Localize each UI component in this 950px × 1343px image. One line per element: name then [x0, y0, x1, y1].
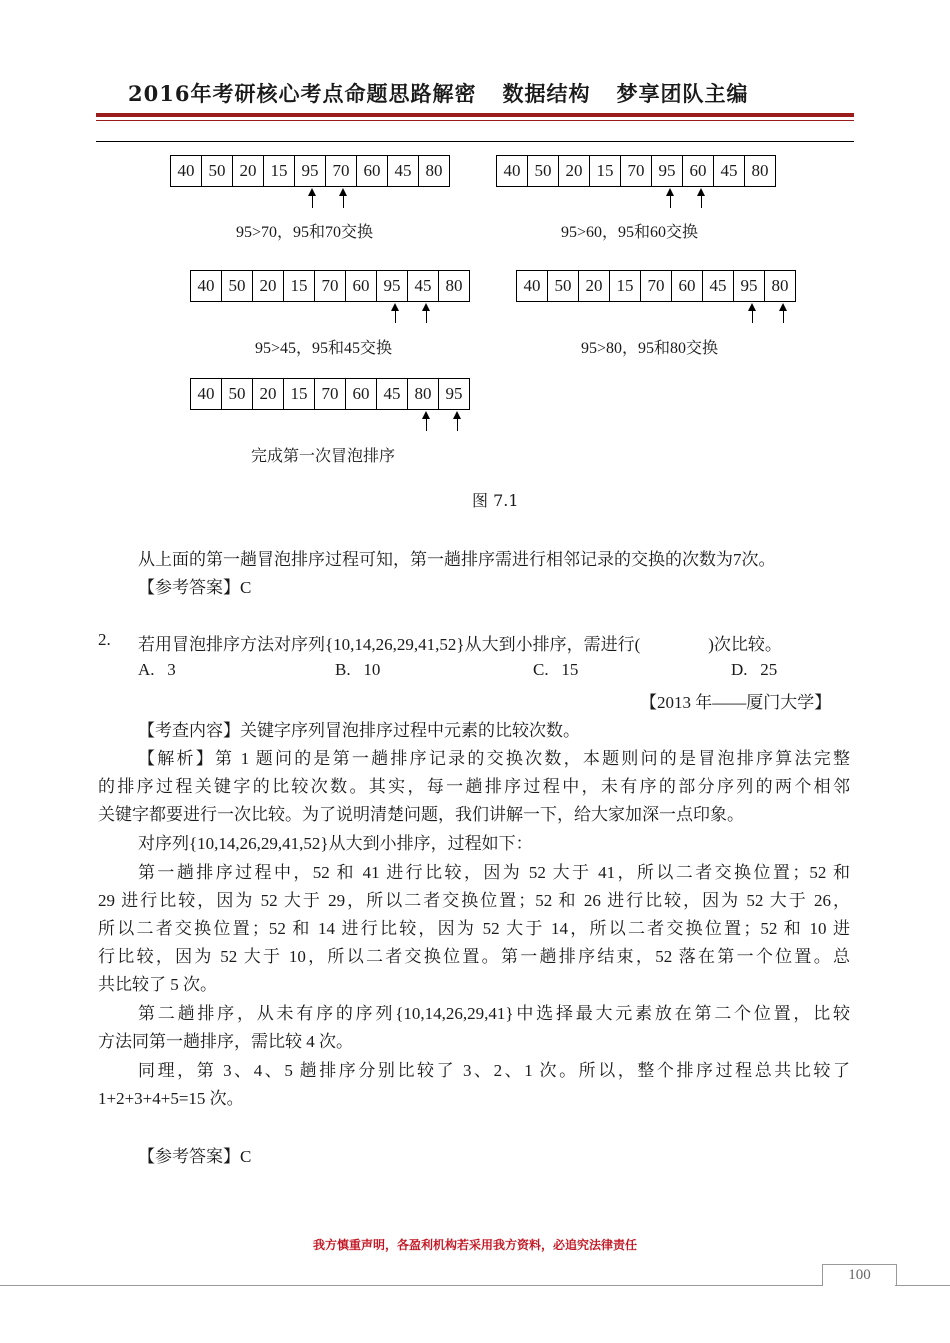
footer-rule [895, 1285, 950, 1286]
option-b [335, 660, 380, 680]
array-cell: 15 [590, 156, 621, 186]
q2-source: 【2013 年——厦门大学】 [640, 693, 832, 712]
array-cell: 15 [610, 271, 641, 301]
step-caption: 完成第一次冒泡排序 [251, 448, 396, 465]
array-cell: 80 [425, 161, 443, 180]
array-cell: 60 [346, 271, 377, 301]
option-key: C. [533, 660, 549, 679]
array-cell: 95 [377, 271, 408, 301]
step-caption: 95>70，95和70交换 [236, 224, 374, 241]
pass1-last: 共比较了 5 次。 [98, 975, 217, 994]
q2-intro: 对序列{10,14,26,29,41,52}从大到小排序，过程如下： [138, 834, 533, 853]
up-arrow-icon [343, 190, 344, 208]
array-cell: 95 [734, 271, 765, 301]
pass2-line: 第二趟排序，从未有序的序列{10,14,26,29,41}中选择最大元素放在第二个位置，比较 [138, 1004, 850, 1023]
array-cell: 45 [377, 379, 408, 409]
array-cell: 50 [202, 156, 233, 186]
array-step-4 [516, 270, 796, 302]
array-cell: 40 [171, 156, 202, 186]
array-cell: 20 [253, 271, 284, 301]
array-cell: 20 [559, 156, 590, 186]
pass1-line: 行比较，因为 52 大于 10，所以二者交换位置。第一趟排序结束，52 落在第一个位置。总 [98, 947, 850, 966]
pass1-line: 所以二者交换位置；52 和 14 进行比较，因为 52 大于 14，所以二者交换位置；52 和 10 进 [98, 919, 850, 938]
array-cell: 60 [683, 156, 714, 186]
array-cell: 15 [284, 271, 315, 301]
copyright-notice: 我方慎重声明，各盈利机构若采用我方资料，必追究法律责任 [312, 1238, 637, 1252]
up-arrow-icon [426, 413, 427, 431]
array-cell: 70 [641, 271, 672, 301]
page-number: 100 [822, 1264, 897, 1286]
editor-credit: 梦享团队主编 [616, 81, 749, 106]
option-key: D. [731, 660, 748, 679]
q1-answer: 【参考答案】C [138, 578, 252, 597]
array-cell: 95 [295, 156, 326, 186]
array-cell: 95 [445, 384, 463, 403]
up-arrow-icon [670, 190, 671, 208]
array-cell: 20 [579, 271, 610, 301]
running-header [128, 78, 848, 108]
step-caption: 95>45，95和45交换 [255, 340, 393, 357]
array-cell: 50 [222, 271, 253, 301]
pass1-line: 第一趟排序过程中，52 和 41 进行比较，因为 52 大于 41，所以二者交换位置；52 和 [138, 863, 850, 882]
array-cell: 40 [517, 271, 548, 301]
array-cell: 50 [528, 156, 559, 186]
analysis-line: 关键字都要进行一次比较。为了说明清楚问题，我们讲解一下，给大家加深一点印象。 [98, 805, 744, 824]
array-cell: 80 [445, 276, 463, 295]
up-arrow-icon [783, 305, 784, 323]
array-cell: 60 [346, 379, 377, 409]
rest-line: 同理，第 3、4、5 趟排序分别比较了 3、2、1 次。所以，整个排序过程总共比较了 [138, 1061, 850, 1080]
array-cell: 60 [357, 156, 388, 186]
option-c [533, 660, 578, 680]
up-arrow-icon [426, 305, 427, 323]
up-arrow-icon [701, 190, 702, 208]
analysis-line: 的排序过程关键字的比较次数。其实，每一趟排序过程中，未有序的部分序列的两个相邻 [98, 777, 850, 796]
array-cell: 20 [253, 379, 284, 409]
footer-rule [0, 1285, 822, 1286]
q2-number: 2. [98, 630, 111, 649]
array-cell: 45 [408, 271, 439, 301]
pass2-last: 方法同第一趟排序，需比较 4 次。 [98, 1032, 353, 1051]
array-cell: 70 [315, 271, 346, 301]
up-arrow-icon [312, 190, 313, 208]
q2-answer: 【参考答案】C [138, 1147, 252, 1166]
option-value: 15 [561, 660, 579, 679]
q2-content: 【考查内容】关键字序列冒泡排序过程中元素的比较次数。 [138, 721, 580, 740]
up-arrow-icon [457, 413, 458, 431]
figure-label: 图 7.1 [472, 491, 519, 510]
array-step-2 [496, 155, 776, 187]
up-arrow-icon [752, 305, 753, 323]
option-key: B. [335, 660, 351, 679]
book-title: 2016年考研核心考点命题思路解密 [128, 81, 477, 106]
option-d [731, 660, 777, 680]
array-cell: 50 [222, 379, 253, 409]
step-caption: 95>60，95和60交换 [561, 224, 699, 241]
array-cell: 45 [388, 156, 419, 186]
array-step-5 [190, 378, 470, 410]
array-step-1 [170, 155, 450, 187]
header-rule-thin [96, 120, 854, 121]
option-value: 10 [363, 660, 381, 679]
option-value: 3 [167, 660, 176, 679]
array-cell: 45 [703, 271, 734, 301]
option-key: A. [138, 660, 155, 679]
array-cell: 80 [771, 276, 789, 295]
array-cell: 70 [326, 156, 357, 186]
array-cell: 60 [672, 271, 703, 301]
up-arrow-icon [395, 305, 396, 323]
header-rule [96, 141, 854, 142]
analysis-line: 【解析】第 1 题问的是第一趟排序记录的交换次数，本题则问的是冒泡排序算法完整 [138, 749, 850, 768]
array-cell: 80 [751, 161, 769, 180]
array-cell: 70 [621, 156, 652, 186]
array-cell: 45 [714, 156, 745, 186]
header-rule-thick [96, 113, 854, 117]
q2-stem: 若用冒泡排序方法对序列{10,14,26,29,41,52}从大到小排序，需进行( )次比较。 [138, 635, 782, 654]
array-step-3 [190, 270, 470, 302]
array-cell: 95 [652, 156, 683, 186]
array-cell: 50 [548, 271, 579, 301]
pass1-line: 29 进行比较，因为 52 大于 29，所以二者交换位置；52 和 26 进行比较，因为 52 大于 26， [98, 891, 850, 910]
option-value: 25 [760, 660, 778, 679]
array-cell: 40 [497, 156, 528, 186]
array-cell: 40 [191, 271, 222, 301]
array-cell: 40 [191, 379, 222, 409]
array-cell: 80 [408, 379, 439, 409]
q1-conclusion: 从上面的第一趟冒泡排序过程可知，第一趟排序需进行相邻记录的交换的次数为7次。 [138, 550, 776, 569]
subject-title: 数据结构 [502, 81, 591, 106]
step-caption: 95>80，95和80交换 [581, 340, 719, 357]
array-cell: 70 [315, 379, 346, 409]
array-cell: 15 [264, 156, 295, 186]
option-a [138, 660, 176, 680]
array-cell: 15 [284, 379, 315, 409]
rest-last: 1+2+3+4+5=15 次。 [98, 1089, 244, 1108]
array-cell: 20 [233, 156, 264, 186]
